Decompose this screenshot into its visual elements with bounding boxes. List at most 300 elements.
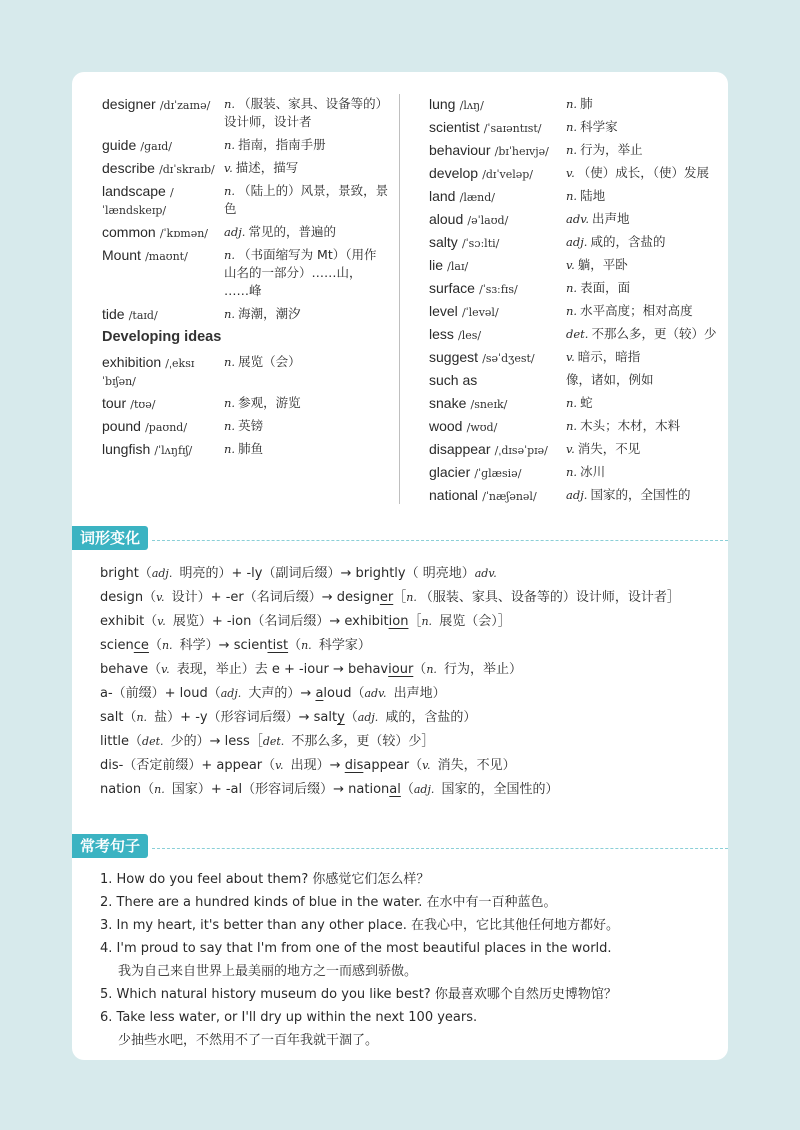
vocab-phonetic: /ˌeksɪˈbɪʃən/ — [102, 357, 195, 388]
word-form-line — [100, 706, 710, 730]
vocab-entry — [429, 164, 719, 182]
vocab-phonetic: /ˈlændskeɪp/ — [102, 186, 174, 217]
vocab-word: surface — [429, 280, 475, 296]
part-of-speech: n. — [224, 184, 236, 198]
vocab-word: suggest — [429, 349, 479, 365]
sentence-english: 1. How do you feel about them? 你感觉它们怎么样？ — [100, 872, 430, 887]
vocab-word-cell — [429, 141, 566, 161]
vocab-word: tide — [102, 306, 125, 322]
vocab-word-cell — [429, 95, 566, 115]
definition-text: （书面缩写为 Mt）（用作 — [238, 247, 377, 262]
part-of-speech: n. — [224, 248, 236, 262]
definition-text: 像，诸如，例如 — [566, 372, 654, 387]
part-of-speech: n. — [161, 639, 173, 652]
vocab-word-cell — [429, 256, 566, 276]
form-text: a-（前缀）+ loud（ — [100, 686, 221, 701]
part-of-speech: v. — [161, 663, 170, 676]
form-text: 出现）→ — [286, 758, 345, 773]
vocab-word: disappear — [429, 441, 491, 457]
vocab-definition — [566, 164, 719, 182]
column-divider — [399, 94, 400, 504]
vocab-phonetic: /ˈlevəl/ — [461, 306, 499, 319]
form-text: 明亮地） — [418, 566, 475, 581]
sentence-english: 3. In my heart, it's better than any other place. 在我心中，它比其他任何地方都好。 — [100, 918, 619, 933]
vocab-column-right — [429, 95, 719, 509]
definition-text: （陆上的）风景，景致，景色 — [224, 183, 389, 216]
vocab-definition — [566, 440, 719, 458]
vocab-entry — [429, 463, 719, 481]
form-text: 展览）+ -ion（名词后缀）→ exhibit — [168, 614, 389, 629]
part-of-speech: v. — [566, 166, 575, 180]
vocab-entry — [429, 302, 719, 320]
part-of-speech: n. — [566, 281, 578, 295]
vocab-word: tour — [102, 395, 127, 411]
form-text: （服装、家具、设备等的）设计师，设计者］ — [419, 590, 680, 605]
vocab-phonetic: /dɪˈskraɪb/ — [159, 163, 215, 176]
form-text: dis-（否定前缀）+ appear（ — [100, 758, 276, 773]
vocabulary-section — [72, 72, 728, 512]
vocab-definition — [224, 353, 392, 371]
vocab-definition — [566, 325, 719, 343]
part-of-speech: n. — [566, 304, 578, 318]
part-of-speech: v. — [422, 759, 431, 772]
form-suffix: y — [337, 710, 345, 725]
vocab-word-cell — [102, 394, 224, 414]
definition-text: （使）成长，（使）发展 — [577, 165, 710, 180]
part-of-speech: adj. — [566, 488, 588, 502]
vocab-definition — [566, 348, 719, 366]
vocab-word-cell — [102, 246, 224, 266]
vocab-word-cell — [102, 440, 224, 460]
vocab-definition — [566, 118, 719, 136]
vocab-entry — [429, 95, 719, 113]
form-text: appear（ — [363, 758, 423, 773]
form-suffix: er — [379, 590, 394, 605]
vocab-phonetic: /dɪˈveləp/ — [482, 168, 533, 181]
vocab-phonetic: /ˈkɒmən/ — [159, 227, 208, 240]
vocab-entry — [429, 141, 719, 159]
vocab-phonetic: /laɪ/ — [447, 260, 469, 273]
vocab-word-cell — [102, 136, 224, 156]
definition-text: 描述，描写 — [235, 160, 299, 175]
part-of-speech: n. — [301, 639, 312, 652]
form-text: 科学）→ scien — [175, 638, 268, 653]
vocab-definition — [566, 210, 719, 228]
vocab-definition — [224, 246, 392, 300]
sentence-item — [100, 914, 710, 937]
part-of-speech: n. — [566, 143, 578, 157]
part-of-speech: n. — [421, 615, 433, 628]
part-of-speech: v. — [224, 161, 233, 175]
definition-text: 暗示，暗指 — [577, 349, 641, 364]
word-forms-list — [100, 562, 710, 802]
vocab-phonetic: /ˈlʌŋfɪʃ/ — [154, 444, 193, 457]
vocab-word: lungfish — [102, 441, 151, 457]
word-form-line — [100, 778, 710, 802]
vocab-word-cell — [429, 279, 566, 299]
part-of-speech: n. — [224, 355, 236, 369]
vocab-word-cell — [429, 210, 566, 230]
part-of-speech: n. — [406, 591, 417, 604]
part-of-speech: adj. — [413, 783, 435, 796]
vocab-phonetic: /ˈsɔːlti/ — [461, 237, 500, 250]
vocab-word-cell — [429, 187, 566, 207]
form-suffix: tist — [267, 638, 289, 653]
vocab-phonetic: /ˈsɜːfɪs/ — [479, 283, 518, 296]
form-text: 展览（会）］ — [435, 614, 511, 629]
form-text: 设计）+ -er（名词后缀）→ design — [167, 590, 380, 605]
vocab-word-cell — [429, 417, 566, 437]
form-text: 出声地） — [389, 686, 446, 701]
part-of-speech: det. — [566, 327, 589, 341]
vocab-word-cell — [429, 118, 566, 138]
vocab-entry — [102, 440, 392, 458]
part-of-speech: n. — [566, 465, 578, 479]
vocab-word: exhibition — [102, 354, 162, 370]
vocab-word: describe — [102, 160, 155, 176]
part-of-speech: n. — [136, 711, 148, 724]
vocab-definition — [566, 141, 719, 159]
definition-text: 海潮，潮汐 — [238, 306, 301, 321]
vocab-entry — [102, 159, 392, 177]
vocab-definition — [566, 463, 719, 481]
definition-text: 表面，面 — [580, 280, 631, 295]
definition-text: 陆地 — [580, 188, 606, 203]
form-text: （ — [400, 782, 414, 797]
word-form-line — [100, 730, 710, 754]
part-of-speech: v. — [157, 615, 166, 628]
definition-text: 咸的，含盐的 — [590, 234, 666, 249]
sentence-item — [100, 868, 710, 891]
section-rule — [152, 848, 728, 849]
form-suffix: iour — [388, 662, 414, 677]
part-of-speech: n. — [426, 663, 437, 676]
vocab-phonetic: /ˈnæʃənəl/ — [482, 490, 537, 503]
definition-text: 出声地 — [592, 211, 630, 226]
definition-text: （服装、家具、设备等的） — [238, 96, 389, 111]
vocab-word: designer — [102, 96, 156, 112]
vocab-word-cell — [429, 233, 566, 253]
definition-text: 肺鱼 — [238, 441, 264, 456]
definition-text: 参观，游览 — [238, 395, 301, 410]
part-of-speech: n. — [224, 396, 236, 410]
vocab-definition — [224, 417, 392, 435]
vocab-phonetic: /sneɪk/ — [470, 398, 508, 411]
sentence-item — [100, 891, 710, 914]
part-of-speech: det. — [142, 735, 164, 748]
vocab-word-cell — [102, 417, 224, 437]
form-suffix: dis — [344, 758, 364, 773]
vocab-definition — [566, 417, 719, 435]
form-text: ［ — [393, 590, 407, 605]
vocab-word: lie — [429, 257, 444, 273]
word-form-line — [100, 754, 710, 778]
form-text: 科学家） — [314, 638, 371, 653]
vocab-phonetic: /lʌŋ/ — [459, 99, 484, 112]
word-form-line — [100, 682, 710, 706]
vocab-entry — [429, 371, 719, 389]
vocab-word: land — [429, 188, 456, 204]
vocab-word-cell — [102, 353, 224, 391]
vocab-definition — [224, 223, 392, 241]
form-text: salt（ — [100, 710, 137, 725]
word-form-line — [100, 586, 710, 610]
sentences-list — [100, 868, 710, 1052]
vocab-definition — [566, 394, 719, 412]
part-of-speech: n. — [566, 120, 578, 134]
part-of-speech: n. — [224, 307, 236, 321]
vocab-word: less — [429, 326, 454, 342]
vocab-definition — [224, 136, 392, 154]
part-of-speech: v. — [566, 258, 575, 272]
vocab-word-cell — [102, 305, 224, 325]
vocab-word: develop — [429, 165, 479, 181]
part-of-speech: v. — [566, 442, 575, 456]
sentences-header — [72, 834, 728, 860]
definition-text: 蛇 — [580, 395, 593, 410]
form-text: （ — [344, 710, 358, 725]
vocab-word: snake — [429, 395, 467, 411]
form-text: bright（ — [100, 566, 152, 581]
vocab-word-cell — [429, 164, 566, 184]
vocab-entry — [102, 223, 392, 241]
form-text: 消失，不见） — [433, 758, 516, 773]
vocab-entry — [102, 95, 392, 131]
part-of-speech: n. — [566, 419, 578, 433]
definition-text: 行为，举止 — [580, 142, 643, 157]
vocab-entry — [429, 210, 719, 228]
vocab-word: guide — [102, 137, 137, 153]
form-suffix: ion — [388, 614, 409, 629]
vocab-entry — [102, 394, 392, 412]
vocab-definition — [566, 233, 719, 251]
vocab-phonetic: /ˌdɪsəˈpɪə/ — [494, 444, 548, 457]
form-text: （ — [413, 662, 427, 677]
vocab-phonetic: /ˈsaɪəntɪst/ — [483, 122, 542, 135]
vocab-definition — [566, 302, 719, 320]
vocab-word: national — [429, 487, 479, 503]
form-text: 大声的）→ — [244, 686, 316, 701]
sentence-item — [100, 1006, 710, 1052]
vocab-word-cell — [102, 223, 224, 243]
form-text: 咸的，含盐的） — [381, 710, 477, 725]
page-card — [72, 72, 728, 1060]
sentence-item — [100, 983, 710, 1006]
developing-ideas-heading: Developing ideas — [102, 329, 222, 345]
vocab-word-cell — [429, 440, 566, 460]
vocab-phonetic: /səˈdʒest/ — [482, 352, 535, 365]
part-of-speech: adj. — [220, 687, 242, 700]
form-text: loud（ — [323, 686, 365, 701]
part-of-speech: n. — [224, 97, 236, 111]
vocab-definition — [566, 486, 719, 504]
vocab-entry — [429, 348, 719, 366]
part-of-speech: n. — [566, 189, 578, 203]
part-of-speech: n. — [566, 97, 578, 111]
vocab-word: Mount — [102, 247, 141, 263]
vocab-definition — [224, 440, 392, 458]
vocab-word: aloud — [429, 211, 464, 227]
definition-text: 躺，平卧 — [577, 257, 628, 272]
vocab-entry — [429, 233, 719, 251]
vocab-word: landscape — [102, 183, 166, 199]
vocab-definition — [224, 159, 392, 177]
vocab-definition — [566, 95, 719, 113]
vocab-word: scientist — [429, 119, 480, 135]
sentences-tab: 常考句子 — [72, 834, 148, 858]
vocab-entry — [102, 182, 392, 218]
definition-text: 英镑 — [238, 418, 264, 433]
form-text: 表现，举止）去 e + -iour → behav — [172, 662, 389, 677]
definition-text: 木头；木材，木料 — [580, 418, 681, 433]
vocab-entry — [429, 256, 719, 274]
form-text: behave（ — [100, 662, 162, 677]
definition-text: 设计师，设计者 — [224, 114, 312, 129]
vocab-word: such as — [429, 372, 478, 388]
vocab-entry — [429, 417, 719, 435]
vocab-definition — [566, 371, 719, 389]
part-of-speech: v. — [156, 591, 165, 604]
form-text: 明亮的）+ -ly（副词后缀）→ brightly（ — [175, 566, 419, 581]
vocab-word-cell — [429, 348, 566, 368]
vocab-word: lung — [429, 96, 456, 112]
form-suffix: ce — [133, 638, 149, 653]
sentence-english: 6. Take less water, or I'll dry up within the next 100 years. — [100, 1010, 478, 1025]
part-of-speech: n. — [154, 783, 165, 796]
word-forms-tab: 词形变化 — [72, 526, 148, 550]
vocab-word: common — [102, 224, 156, 240]
vocab-entry — [102, 305, 392, 323]
vocab-definition — [224, 182, 392, 218]
form-suffix: al — [389, 782, 401, 797]
sentence-english: 2. There are a hundred kinds of blue in the water. 在水中有一百种蓝色。 — [100, 895, 557, 910]
form-text: 国家的，全国性的） — [437, 782, 559, 797]
vocab-definition — [224, 394, 392, 412]
vocab-phonetic: /wʊd/ — [466, 421, 498, 434]
part-of-speech: adj. — [224, 225, 246, 239]
definition-text: 常见的，普遍的 — [248, 224, 336, 239]
definition-text: 不那么多，更（较）少 — [591, 326, 717, 341]
vocab-word: behaviour — [429, 142, 491, 158]
vocab-entry — [429, 279, 719, 297]
vocab-phonetic: /bɪˈheɪvjə/ — [494, 145, 549, 158]
vocab-phonetic: /paʊnd/ — [145, 421, 188, 434]
vocab-word-cell — [429, 394, 566, 414]
form-text: （ — [148, 638, 162, 653]
vocab-word-cell — [102, 159, 224, 179]
vocab-word-cell — [429, 325, 566, 345]
vocab-phonetic: /dɪˈzaɪnə/ — [159, 99, 211, 112]
sentence-chinese: 少抽些水吧，不然用不了一百年我就干涸了。 — [118, 1033, 379, 1048]
part-of-speech: n. — [224, 138, 236, 152]
word-form-line — [100, 610, 710, 634]
word-form-line — [100, 634, 710, 658]
vocab-definition — [224, 305, 392, 323]
definition-text: 肺 — [580, 96, 593, 111]
form-suffix: a — [315, 686, 324, 701]
section-rule — [152, 540, 728, 541]
vocab-definition — [224, 95, 392, 131]
form-text: 少的）→ less［ — [166, 734, 263, 749]
vocab-phonetic: /lænd/ — [459, 191, 496, 204]
part-of-speech: adv. — [474, 567, 497, 580]
vocab-phonetic: /les/ — [458, 329, 482, 342]
form-text: little（ — [100, 734, 143, 749]
vocab-word-cell — [429, 463, 566, 483]
vocab-word-cell — [429, 371, 566, 391]
part-of-speech: n. — [224, 419, 236, 433]
part-of-speech: v. — [566, 350, 575, 364]
vocab-entry — [102, 417, 392, 435]
definition-text: 山名的一部分）……山， — [224, 265, 362, 280]
vocab-phonetic: /tʊə/ — [130, 398, 156, 411]
vocab-entry — [102, 246, 392, 300]
word-forms-header — [72, 526, 728, 552]
word-form-line — [100, 658, 710, 682]
vocab-word-cell — [102, 95, 224, 115]
vocab-definition — [566, 279, 719, 297]
form-text: 不那么多，更（较）少］ — [287, 734, 435, 749]
vocab-phonetic: /əˈlaʊd/ — [467, 214, 509, 227]
vocab-entry — [102, 136, 392, 154]
definition-text: ……峰 — [224, 283, 262, 298]
vocab-entry — [429, 440, 719, 458]
form-text: ［ — [408, 614, 422, 629]
form-text: 国家）+ -al（形容词后缀）→ nation — [167, 782, 390, 797]
sentence-item — [100, 937, 710, 983]
definition-text: 国家的，全国性的 — [590, 487, 691, 502]
sentence-chinese: 我为自己来自世界上最美丽的地方之一而感到骄傲。 — [118, 964, 418, 979]
vocab-entry — [429, 118, 719, 136]
definition-text: 水平高度；相对高度 — [580, 303, 693, 318]
vocab-word: pound — [102, 418, 141, 434]
vocab-phonetic: /ˈɡlæsiə/ — [474, 467, 522, 480]
vocab-word-cell — [429, 486, 566, 506]
sentence-english: 5. Which natural history museum do you like best? 你最喜欢哪个自然历史博物馆？ — [100, 987, 617, 1002]
vocab-entry — [429, 486, 719, 504]
form-text: exhibit（ — [100, 614, 158, 629]
vocab-entry — [102, 353, 392, 389]
vocab-word: wood — [429, 418, 463, 434]
definition-text: 指南，指南手册 — [238, 137, 326, 152]
definition-text: 展览（会） — [238, 354, 301, 369]
vocab-word-cell — [102, 182, 224, 220]
form-text: design（ — [100, 590, 157, 605]
vocab-word: salty — [429, 234, 458, 250]
vocab-phonetic: /maʊnt/ — [145, 250, 188, 263]
definition-text: 科学家 — [580, 119, 618, 134]
vocab-definition — [566, 187, 719, 205]
vocab-word-cell — [429, 302, 566, 322]
part-of-speech: adj. — [151, 567, 173, 580]
form-text: scien — [100, 638, 134, 653]
vocab-definition — [566, 256, 719, 274]
part-of-speech: adv. — [566, 212, 590, 226]
part-of-speech: v. — [275, 759, 284, 772]
part-of-speech: n. — [566, 396, 578, 410]
vocab-word: level — [429, 303, 458, 319]
part-of-speech: n. — [224, 442, 236, 456]
form-text: 行为，举止） — [439, 662, 523, 677]
part-of-speech: adv. — [364, 687, 387, 700]
vocab-entry — [429, 187, 719, 205]
part-of-speech: adj. — [566, 235, 588, 249]
vocab-phonetic: /ɡaɪd/ — [140, 140, 172, 153]
form-text: nation（ — [100, 782, 155, 797]
definition-text: 冰川 — [580, 464, 606, 479]
vocab-phonetic: /taɪd/ — [128, 309, 158, 322]
part-of-speech: adj. — [357, 711, 379, 724]
